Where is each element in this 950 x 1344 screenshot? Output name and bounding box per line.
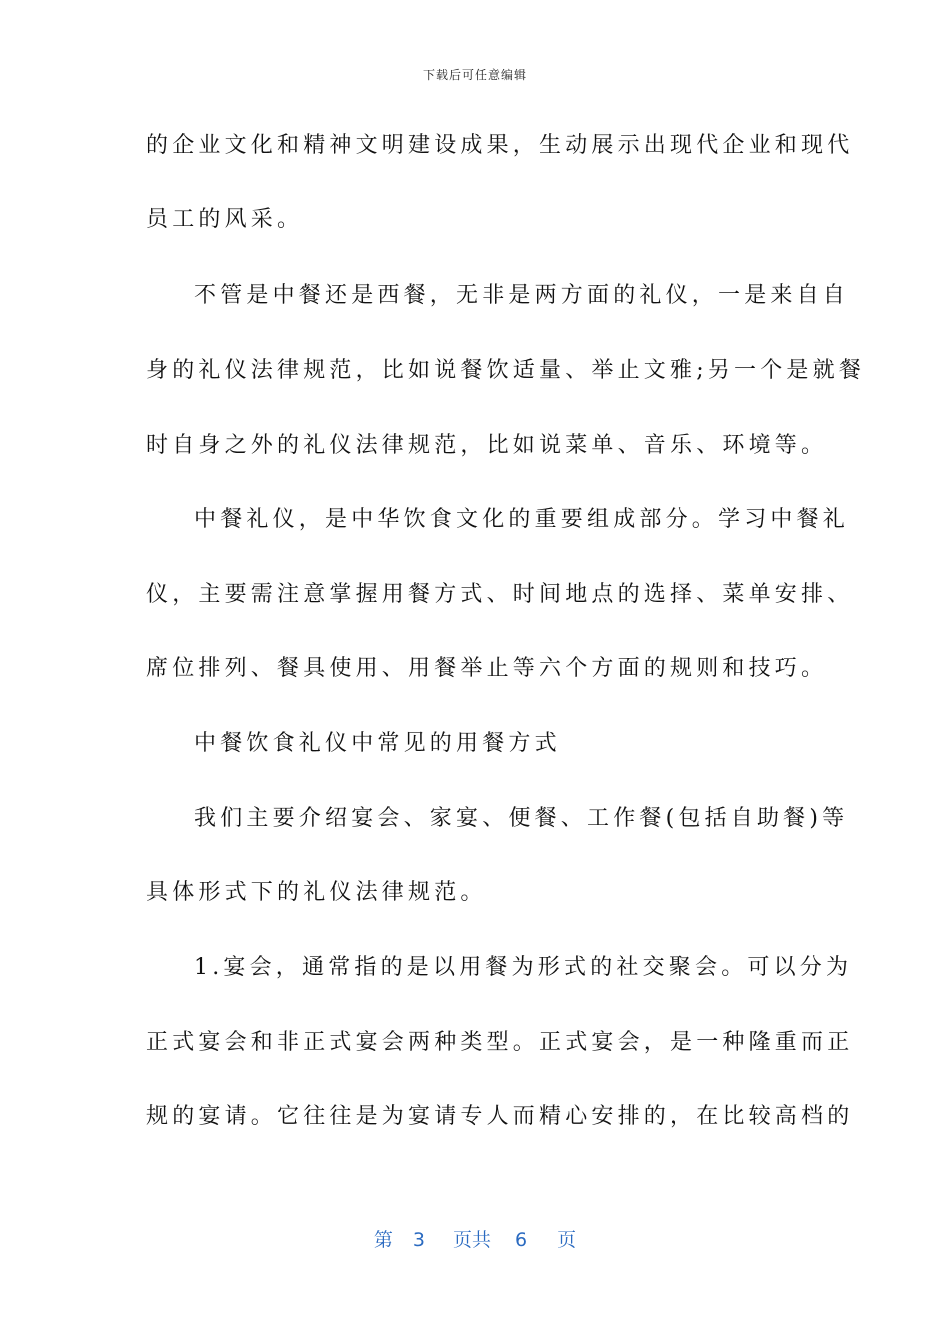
footer-prefix: 第 [373,1229,393,1251]
paragraph-line: 身的礼仪法律规范，比如说餐饮适量、举止文雅;另一个是就餐 [146,358,866,383]
total-page-number: 6 [515,1229,528,1251]
paragraph-line: 不管是中餐还是西餐，无非是两方面的礼仪，一是来自自 [194,283,850,308]
paragraph-line: 正式宴会和非正式宴会两种类型。正式宴会，是一种隆重而正 [146,1030,854,1055]
paragraph-line: 时自身之外的礼仪法律规范，比如说菜单、音乐、环境等。 [146,433,828,458]
section-heading: 中餐饮食礼仪中常见的用餐方式 [194,731,561,756]
paragraph-line: 具体形式下的礼仪法律规范。 [146,880,487,905]
page-header: 下载后可任意编辑 [422,68,527,82]
paragraph-line: 我们主要介绍宴会、家宴、便餐、工作餐(包括自助餐)等 [194,806,849,831]
paragraph-line: 的企业文化和精神文明建设成果，生动展示出现代企业和现代 [146,133,854,158]
paragraph-line: 仪，主要需注意掌握用餐方式、时间地点的选择、菜单安排、 [146,582,854,607]
paragraph-line: 1.宴会，通常指的是以用餐为形式的社交聚会。可以分为 [194,955,853,980]
footer-suffix: 页 [557,1229,577,1251]
page-footer [0,1225,950,1252]
paragraph-line: 规的宴请。它往往是为宴请专人而精心安排的，在比较高档的 [146,1104,854,1129]
paragraph-line: 员工的风采。 [146,207,304,232]
current-page-number: 3 [412,1229,425,1251]
paragraph-line: 中餐礼仪，是中华饮食文化的重要组成部分。学习中餐礼 [194,507,850,532]
footer-middle: 页共 [452,1229,491,1251]
paragraph-line: 席位排列、餐具使用、用餐举止等六个方面的规则和技巧。 [146,656,828,681]
